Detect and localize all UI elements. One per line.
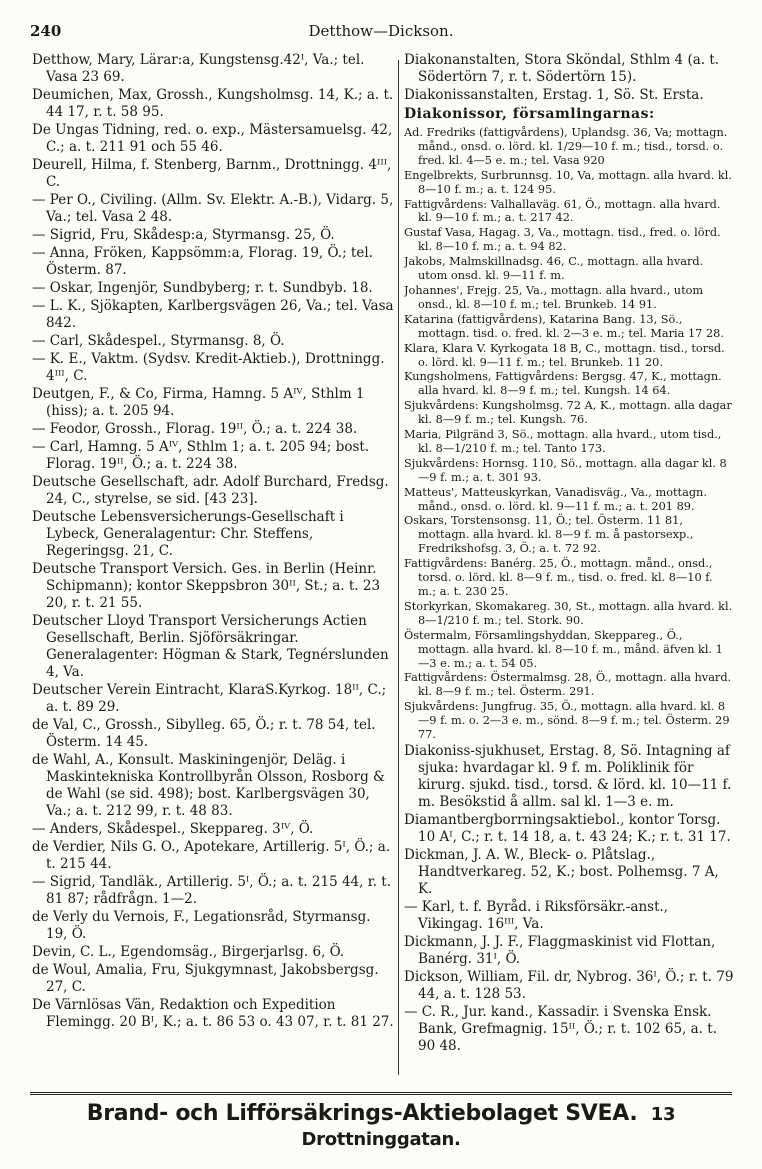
directory-entry: Fattigvårdens: Östermalmsg. 28, Ö., mottagn. alla hvard. kl. 8—9 f. m.; tel. Österm. 291. — [404, 671, 732, 699]
directory-entry: Ad. Fredriks (fattigvårdens), Uplandsg. 36, Va; mottagn. månd., onsd. o. lörd. kl. 1/29—10 f. m.; tisd., torsd. o. fred. kl. 4—5 e. m.; tel. Vasa 920 — [404, 126, 728, 167]
directory-entry: De Ungas Tidning, red. o. exp., Mästersamuelsg. 42, C.; a. t. 211 91 och 55 46. — [32, 122, 393, 155]
directory-entry: Jakobs, Malmskillnadsg. 46, C., mottagn. alla hvard. utom onsd. kl. 9—11 f. m. — [404, 255, 704, 283]
directory-entry: Fattigvårdens: Banérg. 25, Ö., mottagn. månd., onsd., torsd. o. lörd. kl. 8—9 f. m., tisd. o. fred. kl. 8—10 f. m.; a. t. 230 25. — [404, 557, 713, 598]
directory-entry: Sjukvårdens: Hornsg. 110, Sö., mottagn. alla dagar kl. 8—9 f. m.; a. t. 301 93. — [404, 456, 727, 484]
directory-entry: — Carl, Skådespel., Styrmansg. 8, Ö. — [32, 333, 285, 349]
column-divider — [398, 60, 399, 1075]
directory-entry: Deutscher Lloyd Transport Versicherungs Actien Gesellschaft, Berlin. Sjöförsäkringar. Generalagenter: Högman & Stark, Tegnérslunden 4, Va. — [32, 613, 389, 680]
directory-entry: Dickman, J. A. W., Bleck- o. Plåtslag., Handtverkareg. 52, K.; bost. Polhemsg. 7 A, K. — [404, 846, 719, 897]
directory-entry: — C. R., Jur. kand., Kassadir. i Svenska Ensk. Bank, Grefmagnig. 15ᴵᴵ, Ö.; r. t. 102 65, a. t. 90 48. — [404, 1003, 717, 1054]
directory-entry: Sjukvårdens: Jungfrug. 35, Ö., mottagn. alla hvard. kl. 8—9 f. m. o. 2—3 e. m., sönd. 8—9 f. m.; tel. Österm. 29 77. — [404, 700, 730, 742]
directory-entry: Kungsholmens, Fattigvårdens: Bergsg. 47, K., mottagn. alla hvard. kl. 8—9 f. m.; tel. Kungsh. 14 64. — [404, 370, 722, 398]
directory-entry: Deutsche Gesellschaft, adr. Adolf Burchard, Fredsg. 24, C., styrelse, se sid. [43 23]. — [32, 474, 389, 507]
advert-brand: SVEA. — [565, 1101, 638, 1126]
directory-entry: — Carl, Hamng. 5 Aᴵⱽ, Sthlm 1; a. t. 205 94; bost. Florag. 19ᴵᴵ, Ö.; a. t. 224 38. — [32, 439, 370, 472]
left-column — [32, 52, 394, 1080]
page-header — [30, 22, 732, 46]
directory-entry: — Sigrid, Fru, Skådesp:a, Styrmansg. 25, Ö. — [32, 227, 335, 243]
directory-entry: Deutsche Lebensversicherungs-Gesellschaft i Lybeck, Generalagentur: Chr. Steffens, Regeringsg. 21, C. — [32, 509, 344, 559]
directory-entry: Dickmann, J. J. F., Flaggmaskinist vid Flottan, Banérg. 31ᴵ, Ö. — [404, 933, 716, 967]
directory-entry: Diakonissanstalten, Erstag. 1, Sö. St. Ersta. — [404, 87, 704, 103]
directory-entry: — Anna, Fröken, Kappsömm:a, Florag. 19, Ö.; tel. Österm. 87. — [32, 245, 373, 278]
directory-entry: Katarina (fattigvårdens), Katarina Bang. 13, Sö., mottagn. tisd. o. fred. kl. 2—3 e. m.; tel. Maria 17 28. — [404, 312, 724, 340]
directory-entry: — Sigrid, Tandläk., Artillerig. 5ᴵ, Ö.; a. t. 215 44, r. t. 81 87; rådfrågn. 1—2. — [32, 874, 391, 907]
directory-entry: Diamantbergborrningsaktiebol., kontor Torsg. 10 Aᴵ, C.; r. t. 14 18, a. t. 43 24; K.; r. t. 31 17. — [404, 811, 731, 845]
directory-entry: Deurell, Hilma, f. Stenberg, Barnm., Drottningg. 4ᴵᴵᴵ, C. — [32, 157, 392, 190]
page-number: 240 — [30, 22, 62, 40]
directory-entry: — L. K., Sjökapten, Karlbergsvägen 26, Va.; tel. Vasa 842. — [32, 298, 394, 331]
right-column — [404, 52, 734, 1080]
running-title: Detthow—Dickson. — [308, 22, 454, 40]
directory-entry: Deutscher Verein Eintracht, KlaraS.Kyrkog. 18ᴵᴵ, C.; a. t. 89 29. — [32, 682, 387, 715]
directory-entry: Storkyrkan, Skomakareg. 30, St., mottagn. alla hvard. kl. 8—1/210 f. m.; tel. Stork. 90. — [404, 599, 733, 627]
directory-entry: de Woul, Amalia, Fru, Sjukgymnast, Jakobsbergsg. 27, C. — [32, 962, 379, 995]
directory-entry: Oskars, Torstensonsg. 11, Ö.; tel. Österm. 11 81, mottagn. alla hvard. kl. 8—9 f. m. å pastorsexp., Fredrikshofsg. 3, Ö.; a. t. 72 92. — [404, 514, 694, 556]
directory-entry: Johannes', Frejg. 25, Va., mottagn. alla hvard., utom onsd., kl. 8—10 f. m.; tel. Brunkeb. 14 91. — [404, 283, 704, 311]
directory-entry: Deutsche Transport Versich. Ges. in Berlin (Heinr. Schipmann); kontor Skeppsbron 30ᴵᴵ, St.; a. t. 23 20, r. t. 21 55. — [32, 561, 381, 611]
directory-entry: de Val, C., Grossh., Sibylleg. 65, Ö.; r. t. 78 54, tel. Österm. 14 45. — [32, 717, 376, 750]
directory-entry: de Verdier, Nils G. O., Apotekare, Artillerig. 5ᴵ, Ö.; a. t. 215 44. — [32, 839, 391, 872]
directory-entry: Maria, Pilgränd 3, Sö., mottagn. alla hvard., utom tisd., kl. 8—1/210 f. m.; tel. Tanto 173. — [404, 428, 722, 455]
directory-entry: Dickson, William, Fil. dr, Nybrog. 36ᴵ, Ö.; r. t. 79 44, a. t. 128 53. — [404, 968, 734, 1002]
directory-entry: Matteus', Matteuskyrkan, Vanadisväg., Va., mottagn. månd., onsd. o. lörd. kl. 9—11 f. m.; a. t. 201 89. — [404, 485, 707, 513]
directory-entry: Klara, Klara V. Kyrkogata 18 B, C., mottagn. tisd., torsd. o. lörd. kl. 9—11 f. m.; tel. Brunkeb. 11 20. — [404, 341, 725, 369]
directory-entry: Sjukvårdens: Kungsholmsg. 72 A, K., mottagn. alla dagar kl. 8—9 f. m.; tel. Kungsh. 76. — [404, 399, 732, 427]
directory-entry: De Värnlösas Vän, Redaktion och Expedition Flemingg. 20 Bᴵ, K.; a. t. 86 53 o. 43 07, r. t. 81 27. — [32, 997, 394, 1030]
advert-company: Brand- och Lifförsäkrings-Aktiebolaget — [86, 1101, 558, 1126]
section-heading: Diakonissor, församlingarnas: — [404, 106, 655, 122]
directory-entry: — K. E., Vaktm. (Sydsv. Kredit-Aktieb.), Drottningg. 4ᴵᴵᴵ, C. — [32, 351, 385, 384]
directory-entry: — Karl, t. f. Byråd. i Riksförsäkr.-anst., Vikingag. 16ᴵᴵᴵ, Va. — [404, 898, 669, 932]
directory-entry: — Anders, Skådespel., Skeppareg. 3ᴵⱽ, Ö. — [32, 821, 314, 837]
directory-entry: Detthow, Mary, Lärar:a, Kungstensg.42ᴵ, Va.; tel. Vasa 23 69. — [32, 52, 365, 85]
directory-entry: Deumichen, Max, Grossh., Kungsholmsg. 14, K.; a. t. 44 17, r. t. 58 95. — [32, 87, 394, 120]
directory-entry: Devin, C. L., Egendomsäg., Birgerjarlsg. 6, Ö. — [32, 944, 345, 960]
directory-entry: Gustaf Vasa, Hagag. 3, Va., mottagn. tisd., fred. o. lörd. kl. 8—10 f. m.; a. t. 94 82. — [404, 226, 721, 254]
directory-entry: Diakonanstalten, Stora Sköndal, Sthlm 4 (a. t. Södertörn 7, r. t. Södertörn 15). — [404, 52, 720, 85]
directory-entry: — Oskar, Ingenjör, Sundbyberg; r. t. Sundbyb. 18. — [32, 280, 373, 296]
advert-address: 13 Drottninggatan. — [301, 1104, 676, 1150]
directory-entry: Engelbrekts, Surbrunnsg. 10, Va, mottagn. alla hvard. kl. 8—10 f. m.; a. t. 124 95. — [404, 168, 732, 196]
directory-entry: Östermalm, Församlingshyddan, Skeppareg., Ö., mottagn. alla hvard. kl. 8—10 f. m., månd. äfven kl. 1—3 e. m.; a. t. 54 05. — [404, 628, 723, 670]
directory-entry: Fattigvårdens: Valhallaväg. 61, Ö., mottagn. alla hvard. kl. 9—10 f. m.; a. t. 217 42. — [404, 197, 721, 225]
directory-entry: — Per O., Civiling. (Allm. Sv. Elektr. A.-B.), Vidarg. 5, Va.; tel. Vasa 2 48. — [32, 192, 394, 225]
directory-entry: Deutgen, F., & Co, Firma, Hamng. 5 Aᴵⱽ, Sthlm 1 (hiss); a. t. 205 94. — [32, 386, 365, 419]
directory-entry: de Wahl, A., Konsult. Maskiningenjör, Deläg. i Maskintekniska Kontrollbyrån Olsson, Rosborg & de Wahl (se sid. 498); bost. Karlbergsvägen 30, Va.; a. t. 212 99, r. t. 48 83. — [32, 752, 386, 819]
advertisement-banner — [30, 1092, 732, 1150]
directory-entry: de Verly du Vernois, F., Legationsråd, Styrmansg. 19, Ö. — [32, 909, 371, 942]
directory-entry: — Feodor, Grossh., Florag. 19ᴵᴵ, Ö.; a. t. 224 38. — [32, 421, 358, 437]
directory-entry: Diakoniss-sjukhuset, Erstag. 8, Sö. Intagning af sjuka: hvardagar kl. 9 f. m. Poliklinik för kirurg. sjukd. tisd., torsd. & lörd. kl. 10—11 f. m. Besökstid å allm. sal kl. 1—3 e. m. — [404, 742, 732, 810]
